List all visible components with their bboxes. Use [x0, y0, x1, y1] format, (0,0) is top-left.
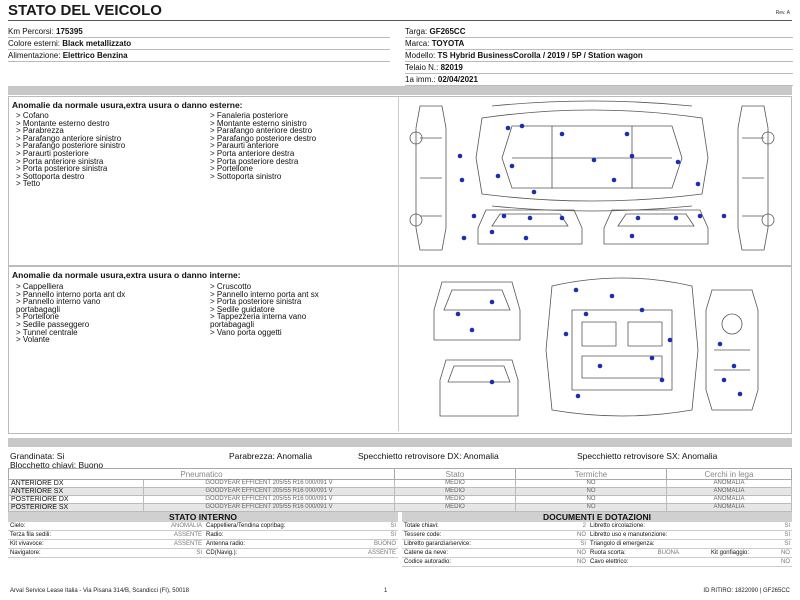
- internal-damage-title: Anomalie da normale usura,extra usura o danno interne:: [12, 270, 241, 280]
- brand-row: [405, 38, 793, 50]
- doc-cell: [588, 540, 792, 549]
- internal-damage-list-2: [210, 283, 319, 336]
- list-item: > Fanaleria posteriore: [210, 111, 289, 120]
- cell-label: Radio:: [206, 532, 224, 538]
- cell-label: Catene da neve:: [404, 550, 449, 556]
- tyre-winter: NO: [516, 496, 667, 504]
- cell-value: 2: [582, 523, 586, 529]
- section-bar: [8, 86, 792, 95]
- col-header: Pneumatico: [9, 469, 395, 480]
- tyre-rims: ANOMALIA: [667, 504, 792, 512]
- tyre-state: MEDIO: [395, 480, 516, 488]
- tyre-description: GOODYEAR EFFICENT 205/55 R16 000/091 V: [144, 504, 395, 512]
- table-row: [9, 480, 792, 488]
- list-item: > Cofano: [16, 111, 49, 120]
- cell-value: SI: [390, 532, 396, 538]
- mirror-dx-status: Specchietto retrovisore DX: Anomalia: [358, 451, 499, 461]
- cell-value: ASSENTE: [367, 550, 396, 556]
- tyre-state: MEDIO: [395, 496, 516, 504]
- status-cell: [204, 531, 398, 540]
- status-cell: [204, 549, 398, 558]
- external-damage-title: Anomalie da normale usura,extra usura o danno esterne:: [12, 100, 243, 110]
- tyre-position: ANTERIORE DX: [9, 480, 144, 488]
- cell-label: Cielo:: [10, 523, 26, 529]
- status-cell: [8, 549, 204, 558]
- cell-value: SI: [390, 523, 396, 529]
- cell-value: NO: [577, 550, 586, 556]
- doc-cell: [588, 522, 792, 531]
- key-lock-status: Blocchetto chiavi: Buono: [10, 460, 104, 470]
- external-damage-list-2: [210, 112, 316, 180]
- tyre-description: GOODYEAR EFFICENT 205/55 R16 000/091 V: [144, 488, 395, 496]
- tyre-winter: NO: [516, 488, 667, 496]
- list-item: > Sedile guidatore: [210, 304, 275, 314]
- km-value: 175395: [56, 27, 83, 36]
- cell-value: ASSENTE: [173, 541, 202, 547]
- list-item: > Portellone: [16, 312, 59, 322]
- doc-cell: [588, 531, 792, 540]
- tyre-description: GOODYEAR EFFICENT 205/55 R16 000/091 V: [144, 480, 395, 488]
- cell-label: Cappelliera/Tendina copribag:: [206, 523, 286, 529]
- cell-value: SI: [784, 532, 790, 538]
- chassis-value: 82019: [440, 63, 463, 72]
- list-item: > Parafango anteriore destro: [210, 126, 313, 136]
- list-item: > Montante esterno sinistro: [210, 118, 307, 128]
- tyre-state: MEDIO: [395, 488, 516, 496]
- status-cell: [8, 540, 204, 549]
- cell-label: Tessere code:: [404, 532, 442, 538]
- cell-value: BUONO: [373, 541, 396, 547]
- footer-id: ID RITIRO: 1822090 | GF265CC: [703, 588, 790, 594]
- cell-label: Codice autoradio:: [404, 559, 452, 565]
- list-item: > Cruscotto: [210, 282, 252, 291]
- list-item: portabagagli: [16, 304, 61, 314]
- list-item: > Pannello interno vano: [16, 297, 101, 307]
- doc-cell: [402, 549, 588, 558]
- list-item: > Porta posteriore sinistra: [16, 164, 108, 174]
- list-item: > Volante: [16, 335, 50, 345]
- registration-row: [405, 74, 793, 86]
- list-item: > Porta anteriore sinistra: [16, 156, 104, 166]
- tyres-table: [8, 468, 792, 512]
- list-item: > Pannello interno porta ant dx: [16, 289, 126, 299]
- list-item: > Sedile passeggero: [16, 319, 90, 329]
- footer-address: Arval Service Lease Italia - Via Pisana 314/B, Scandicci (FI), 50018: [10, 588, 189, 594]
- cell-label: Libretto garanzia/service:: [404, 541, 472, 547]
- cell-value: SI: [196, 550, 202, 556]
- cell-value: SI: [784, 523, 790, 529]
- cell-label: Terza fila sedili:: [10, 532, 52, 538]
- cell-label: Antenna radio:: [206, 541, 246, 547]
- external-car-diagram: [402, 98, 786, 262]
- cell-value: ASSENTE: [173, 532, 202, 538]
- table-row: [9, 496, 792, 504]
- cell-label: Kit gonfiaggio:: [710, 550, 749, 556]
- tyre-position: POSTERIORE SX: [9, 504, 144, 512]
- doc-cell: [402, 522, 588, 531]
- model-label: Modello:: [405, 51, 436, 60]
- doc-cell: [402, 531, 588, 540]
- fuel-value: Elettrico Benzina: [62, 51, 128, 60]
- tyre-description: GOODYEAR EFFICENT 205/55 R16 000/091 V: [144, 496, 395, 504]
- summary-bar: [8, 438, 792, 447]
- cell-label: Triangolo di emergenza:: [590, 541, 655, 547]
- external-damage-list-1: [16, 112, 125, 188]
- km-label: Km Percorsi:: [8, 27, 54, 36]
- cell-label: Kit vivavoce:: [10, 541, 44, 547]
- cell-value: NO: [577, 559, 586, 565]
- brand-value: TOYOTA: [431, 39, 465, 48]
- list-item: > Pannello interno porta ant sx: [210, 289, 319, 299]
- fuel-row: [8, 50, 390, 62]
- cell-value: SI: [784, 541, 790, 547]
- list-item: > Parafango posteriore destro: [210, 133, 317, 143]
- registration-label: 1a imm.:: [405, 75, 436, 84]
- title-divider: [8, 20, 792, 21]
- tyre-position: ANTERIORE SX: [9, 488, 144, 496]
- tyre-winter: NO: [516, 504, 667, 512]
- list-item: > Tetto: [16, 179, 41, 189]
- tyre-winter: NO: [516, 480, 667, 488]
- cell-value: ANOMALIA: [170, 523, 202, 529]
- chassis-label: Telaio N.:: [405, 63, 439, 72]
- page-number: 1: [384, 588, 388, 594]
- list-item: > Tappezzeria interna vano: [210, 312, 307, 322]
- vehicle-info-left: [8, 26, 390, 62]
- list-item: > Sottoporta sinistro: [210, 171, 282, 181]
- model-row: [405, 50, 793, 62]
- interior-status-title: STATO INTERNO: [8, 512, 398, 522]
- col-header: Termiche: [516, 469, 667, 480]
- color-value: Black metallizzato: [62, 39, 132, 48]
- list-item: > Sottoporta destro: [16, 171, 85, 181]
- cell-value: SI: [580, 541, 586, 547]
- color-label: Colore esterni:: [8, 39, 61, 48]
- status-cell: [204, 540, 398, 549]
- plate-value: GF265CC: [429, 27, 466, 36]
- brand-label: Marca:: [405, 39, 430, 48]
- plate-label: Targa:: [405, 27, 428, 36]
- documents-title: DOCUMENTI E DOTAZIONI: [402, 512, 792, 522]
- registration-value: 02/04/2021: [437, 75, 478, 84]
- tyre-state: MEDIO: [395, 504, 516, 512]
- list-item: > Portellone: [210, 164, 253, 174]
- interior-status-section: [8, 512, 398, 558]
- list-item: > Montante esterno destro: [16, 118, 110, 128]
- windshield-status: Parabrezza: Anomalia: [229, 451, 313, 461]
- list-item: > Porta posteriore sinistra: [210, 297, 302, 307]
- list-item: portabagagli: [210, 319, 255, 329]
- doc-cell: [402, 558, 588, 567]
- table-row: [9, 504, 792, 512]
- tyre-position: POSTERIORE DX: [9, 496, 144, 504]
- cell-label: Ruota scorta:: [590, 550, 626, 556]
- list-item: > Parafango posteriore sinistro: [16, 141, 126, 151]
- cell-label: Navigatore:: [10, 550, 41, 556]
- cell-label: Cavo elettrico:: [590, 559, 629, 565]
- vehicle-info-right: [405, 26, 793, 86]
- page-title: STATO DEL VEICOLO: [8, 2, 162, 19]
- list-item: > Tunnel centrale: [16, 327, 78, 337]
- km-row: [8, 26, 390, 38]
- cell-value: NO: [780, 550, 790, 556]
- doc-cell: [588, 558, 792, 567]
- list-item: > Porta posteriore destra: [210, 156, 299, 166]
- list-item: > Parafango anteriore sinistro: [16, 133, 122, 143]
- model-value: TS Hybrid BusinessCorolla / 2019 / 5P / Station wagon: [437, 51, 643, 60]
- chassis-row: [405, 62, 793, 74]
- plate-row: [405, 26, 793, 38]
- cell-value: NO: [781, 559, 790, 565]
- fuel-label: Alimentazione:: [8, 51, 61, 60]
- list-item: > Porta anteriore destra: [210, 148, 295, 158]
- doc-cell: [588, 549, 792, 558]
- tyre-rims: ANOMALIA: [667, 496, 792, 504]
- doc-cell: [402, 540, 588, 549]
- revision-label: Rev. A: [775, 10, 790, 16]
- list-item: > Paraurti posteriore: [16, 148, 89, 158]
- cell-label: CD(Navig.):: [206, 550, 238, 556]
- col-header: Stato: [395, 469, 516, 480]
- cell-label: Libretto uso e manutenzione:: [590, 532, 668, 538]
- list-item: > Vano porta oggetti: [210, 327, 282, 337]
- col-header: Cerchi in lega: [667, 469, 792, 480]
- cell-label: Totale chiavi:: [404, 523, 439, 529]
- mirror-sx-status: Specchietto retrovisore SX: Anomalia: [577, 451, 718, 461]
- status-cell: [204, 522, 398, 531]
- documents-section: [402, 512, 792, 567]
- tyre-rims: ANOMALIA: [667, 480, 792, 488]
- list-item: > Parabrezza: [16, 126, 64, 136]
- status-cell: [8, 522, 204, 531]
- internal-damage-list-1: [16, 283, 125, 344]
- color-row: [8, 38, 390, 50]
- hail-status: Grandinata: Si: [10, 451, 65, 461]
- table-row: [9, 488, 792, 496]
- list-item: > Cappelliera: [16, 282, 64, 291]
- cell-value: NO: [577, 532, 586, 538]
- status-cell: [8, 531, 204, 540]
- cell-value: BUONA: [657, 550, 679, 556]
- internal-car-diagram: [402, 270, 786, 430]
- cell-label: Libretto circolazione:: [590, 523, 646, 529]
- tyre-rims: ANOMALIA: [667, 488, 792, 496]
- list-item: > Paraurti anteriore: [210, 141, 279, 151]
